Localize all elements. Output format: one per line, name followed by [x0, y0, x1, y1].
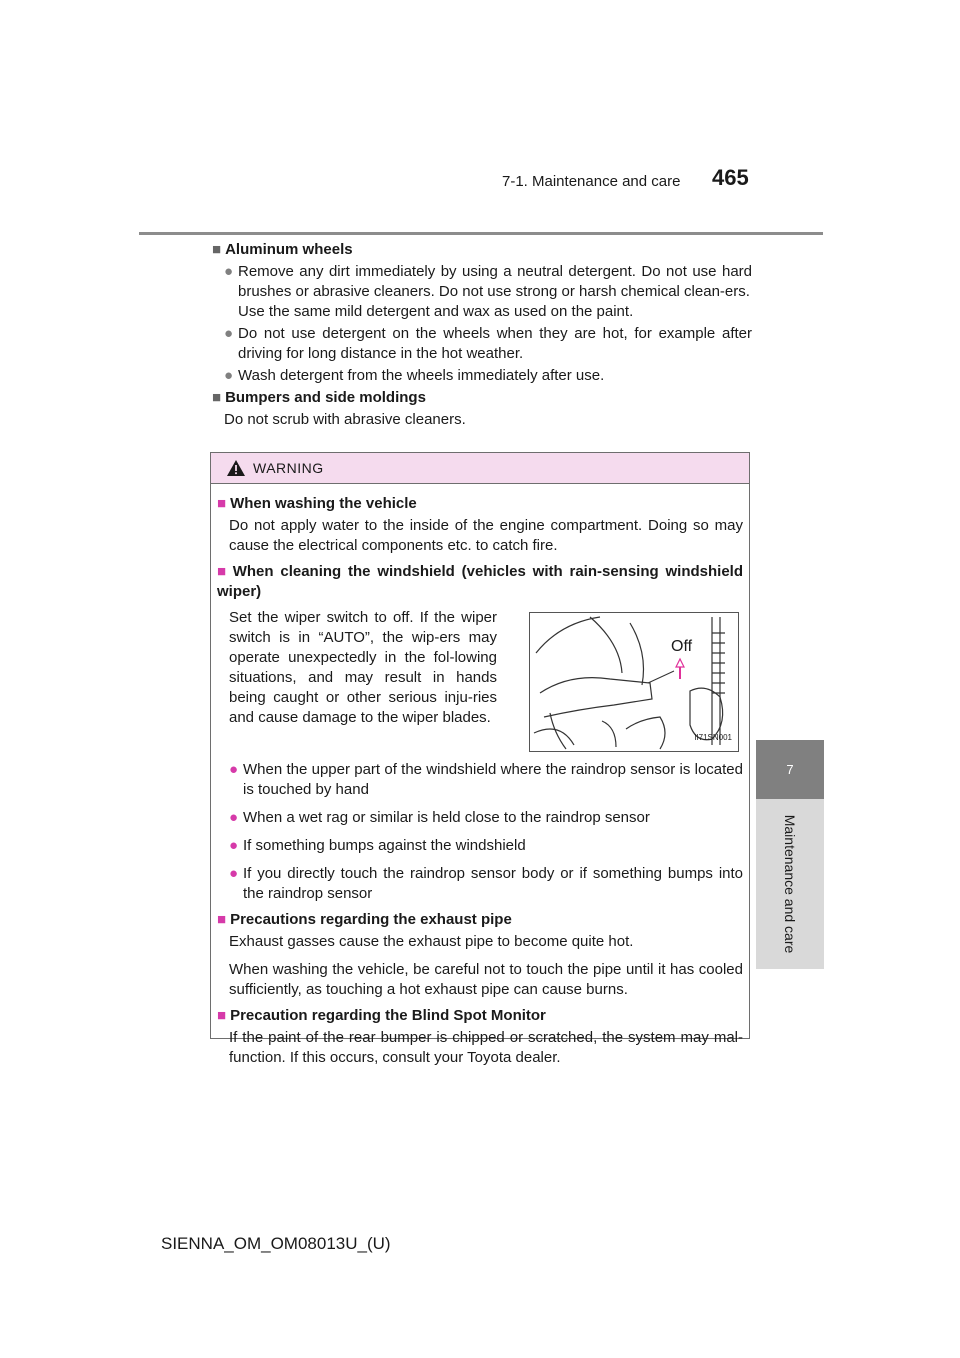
document-code: SIENNA_OM_OM08013U_(U) — [161, 1234, 391, 1253]
figure-code: II71SN001 — [694, 733, 732, 742]
list-item: ● Do not use detergent on the wheels when they are hot, for example after driving for long distance in the hot weather. — [224, 325, 752, 362]
section-heading: ■ Precaution regarding the Blind Spot Monitor — [217, 1007, 546, 1024]
paragraph: When washing the vehicle, be careful not to touch the pipe until it has cooled sufficiently, as touching a hot exhaust pipe can cause burns. — [229, 961, 743, 998]
chapter-tab-label — [756, 799, 824, 969]
wiper-switch-figure — [529, 612, 739, 752]
page-number: 465 — [712, 165, 749, 190]
paragraph: Do not apply water to the inside of the engine compartment. Doing so may cause the electrical components etc. to catch fire. — [229, 517, 743, 554]
warning-header — [211, 453, 749, 484]
chapter-tab-number: 7 — [756, 740, 824, 799]
square-bullet-icon: ■ — [212, 389, 222, 406]
main-content — [212, 240, 752, 432]
figure-off-label: Off — [671, 638, 693, 655]
list-item: ● When the upper part of the windshield where the raindrop sensor is located is touched by hand — [229, 761, 743, 798]
paragraph: Exhaust gasses cause the exhaust pipe to become quite hot. — [229, 933, 634, 950]
warning-box — [210, 452, 750, 1066]
square-bullet-icon: ■ — [217, 1007, 227, 1024]
wiper-instruction — [217, 608, 743, 758]
circle-bullet-icon: ● — [229, 809, 239, 826]
header-divider — [139, 232, 823, 235]
square-bullet-icon: ■ — [217, 911, 227, 928]
paragraph: Do not scrub with abrasive cleaners. — [224, 411, 466, 428]
section-heading: ■ When cleaning the windshield (vehicles with rain-sensing windshield wiper) — [217, 563, 743, 600]
chapter-tab-label-text: Maintenance and care — [782, 814, 798, 954]
list-item: ● When a wet rag or similar is held close to the raindrop sensor — [229, 809, 650, 826]
square-bullet-icon: ■ — [212, 241, 222, 258]
section-heading: ■ Bumpers and side moldings — [212, 389, 426, 406]
square-bullet-icon: ■ — [217, 563, 229, 580]
circle-bullet-icon: ● — [224, 325, 234, 342]
section-title: 7-1. Maintenance and care — [502, 173, 681, 190]
circle-bullet-icon: ● — [229, 865, 239, 882]
paragraph: If the paint of the rear bumper is chipped or scratched, the system may mal-function. If this occurs, consult your Toyota dealer. — [229, 1029, 743, 1066]
section-heading: ■ Aluminum wheels — [212, 241, 353, 258]
square-bullet-icon: ■ — [217, 495, 227, 512]
list-item: ● If you directly touch the raindrop sensor body or if something bumps into the raindrop sensor — [229, 865, 743, 902]
circle-bullet-icon: ● — [224, 367, 234, 384]
circle-bullet-icon: ● — [224, 263, 234, 280]
list-item: ● If something bumps against the windshield — [229, 837, 526, 854]
warning-content — [217, 494, 743, 1070]
circle-bullet-icon: ● — [229, 761, 239, 778]
list-item: ● Remove any dirt immediately by using a neutral detergent. Do not use hard brushes or abrasive cleaners. Do not use strong or harsh chemical clean-ers. Use the same mild detergent and wax as used on the paint. — [224, 263, 752, 320]
paragraph: Set the wiper switch to off. If the wiper switch is in “AUTO”, the wip-ers may operate unexpectedly in the fol-lowing situations, and may result in hands being caught or other serious inju-ries and cause damage to the wiper blades. — [229, 609, 497, 726]
section-heading: ■ Precautions regarding the exhaust pipe — [217, 911, 512, 928]
list-item: ● Wash detergent from the wheels immediately after use. — [224, 367, 605, 384]
warning-title: WARNING — [253, 460, 324, 476]
warning-triangle-icon — [227, 460, 245, 476]
section-heading: ■ When washing the vehicle — [217, 495, 417, 512]
circle-bullet-icon: ● — [229, 837, 239, 854]
